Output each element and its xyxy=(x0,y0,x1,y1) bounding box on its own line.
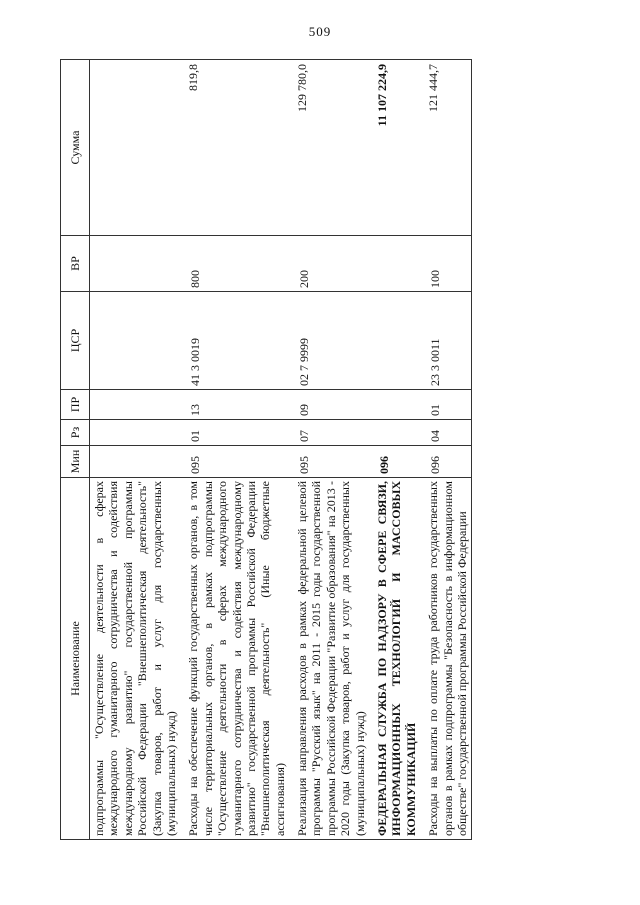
row-sum: 121 444,7 xyxy=(424,60,472,236)
header-sum: Сумма xyxy=(61,60,90,236)
header-name: Наименование xyxy=(61,478,90,840)
table-row xyxy=(293,60,369,840)
row-csr xyxy=(373,292,420,390)
row-pr: 01 xyxy=(424,390,472,420)
row-name: Расходы на обеспечение функций государственных органов, в том числе территориальных органов, в рамках подпрограммы "Осуществление деятельности в сферах международного гуманитарного сотрудничества и содействия международному развитию" государственной программы Российской Федерации "Внешнеполитическая деятельность" (Иные бюджетные ассигнования) xyxy=(184,478,289,840)
table-row xyxy=(90,60,181,840)
row-min: 095 xyxy=(184,446,289,478)
row-vr: 800 xyxy=(184,236,289,292)
row-vr xyxy=(373,236,420,292)
budget-table xyxy=(60,59,472,840)
row-rz: 07 xyxy=(293,420,369,446)
row-vr xyxy=(90,236,181,292)
row-sum: 129 780,0 xyxy=(293,60,369,236)
row-csr: 23 3 0011 xyxy=(424,292,472,390)
row-rz xyxy=(373,420,420,446)
header-pr: ПР xyxy=(61,390,90,420)
row-vr: 100 xyxy=(424,236,472,292)
row-rz xyxy=(90,420,181,446)
rotated-page xyxy=(60,60,570,840)
row-rz: 04 xyxy=(424,420,472,446)
row-csr xyxy=(90,292,181,390)
row-sum xyxy=(90,60,181,236)
row-rz: 01 xyxy=(184,420,289,446)
row-min: 096 xyxy=(373,446,420,478)
row-pr xyxy=(90,390,181,420)
row-pr xyxy=(373,390,420,420)
header-vr: ВР xyxy=(61,236,90,292)
row-name: Расходы на выплаты по оплате труда работников государственных органов в рамках подпрограммы "Безопасность в информационном обществе" государственной программы Российской Федерации xyxy=(424,478,472,840)
row-pr: 13 xyxy=(184,390,289,420)
page-number: 509 xyxy=(308,24,332,39)
table-row xyxy=(184,60,289,840)
row-vr: 200 xyxy=(293,236,369,292)
table-row-agency xyxy=(373,60,420,840)
row-name: Реализация направления расходов в рамках федеральной целевой программы "Русский язык" на 2011 - 2015 годы государственной программы Российской Федерации "Развитие образования" на 2013 - 2020 годы (Закупка товаров, работ и услуг для государственных (муниципальных) нужд) xyxy=(293,478,369,840)
row-min: 096 xyxy=(424,446,472,478)
header-csr: ЦСР xyxy=(61,292,90,390)
row-csr: 41 3 0019 xyxy=(184,292,289,390)
row-sum: 11 107 224,9 xyxy=(373,60,420,236)
header-rz: Рз xyxy=(61,420,90,446)
row-pr: 09 xyxy=(293,390,369,420)
row-min: 095 xyxy=(293,446,369,478)
row-name: подпрограммы "Осуществление деятельности в сферах международного гуманитарного сотрудничества и содействия международному развитию" государственной программы Российской Федерации "Внешнеполитическая деятельность" (Закупка товаров, работ и услуг для государственных (муниципальных) нужд) xyxy=(90,478,181,840)
header-min: Мин xyxy=(61,446,90,478)
header-row xyxy=(61,60,90,840)
row-csr: 02 7 9999 xyxy=(293,292,369,390)
row-name: ФЕДЕРАЛЬНАЯ СЛУЖБА ПО НАДЗОРУ В СФЕРЕ СВЯЗИ, ИНФОРМАЦИОННЫХ ТЕХНОЛОГИЙ И МАССОВЫХ КОММУНИКАЦИЙ xyxy=(373,478,420,840)
table-row xyxy=(424,60,472,840)
row-min xyxy=(90,446,181,478)
row-sum: 819,8 xyxy=(184,60,289,236)
